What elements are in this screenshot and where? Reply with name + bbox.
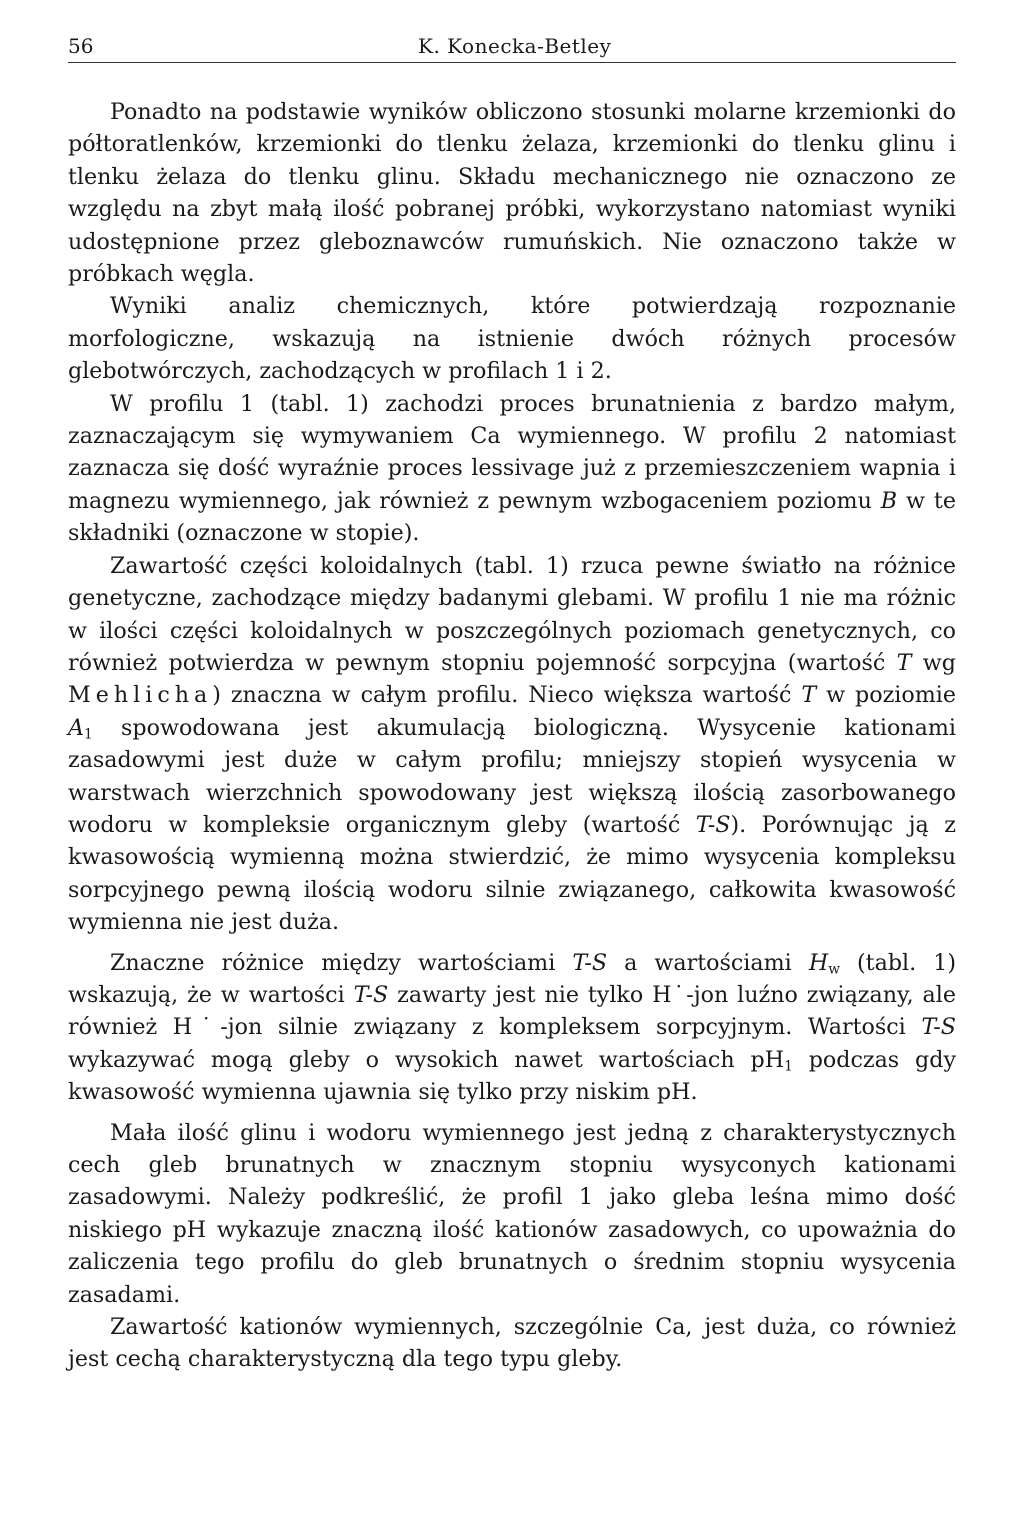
symbol-t-s: T-S <box>921 1014 956 1041</box>
article-body <box>68 96 956 1376</box>
paragraph-4-e: spowodowana jest akumulacją biologiczną. Wysycenie kationami zasadowymi jest duże w całym profilu; mniejszy stopień wysycenia w warstwach wierzchnich spowodowany jest większą ilością zasorbowanego wodoru w kompleksie organicznym gleby (wartość <box>68 714 956 838</box>
paragraph-7 <box>68 1311 956 1376</box>
paragraph-2-text: Wyniki analiz chemicznych, które potwierdzają rozpoznanie morfologiczne, wskazują na istnienie dwóch różnych procesów glebotwórczych, zachodzących w profilach 1 i 2. <box>68 293 956 385</box>
paragraph-5-d: zawarty jest nie tylko H˙-jon luźno związany, ale również H˙-jon silnie związany z kompleksem sorpcyjnym. Wartości <box>68 981 956 1041</box>
symbol-t: T <box>801 682 817 709</box>
symbol-t-s: T-S <box>353 981 389 1008</box>
paragraph-5-c: (tabl. 1) wskazują, że w wartości <box>68 949 957 1008</box>
paragraph-4 <box>68 550 956 939</box>
paragraph-7-text: Zawartość kationów wymiennych, szczególnie Ca, jest duża, co również jest cechą charakterystyczną dla tego typu gleby. <box>68 1314 956 1373</box>
paragraph-5-f: podczas gdy kwasowość wymienna ujawnia się tylko przy niskim pH. <box>68 1046 956 1106</box>
paragraph-5-e: wykazywać mogą gleby o wysokich nawet wartościach pH <box>68 1046 785 1073</box>
paragraph-5 <box>68 947 956 1109</box>
horizon-a: A <box>68 714 85 741</box>
paragraph-5-b: a wartościami <box>607 949 809 976</box>
paragraph-2 <box>68 290 956 387</box>
ph-subscript: 1 <box>784 1058 793 1075</box>
author-mehlich: Mehlicha <box>68 682 213 709</box>
symbol-t-s: T-S <box>572 949 608 976</box>
paragraph-3 <box>68 388 956 550</box>
symbol-h: H <box>808 949 829 976</box>
paragraph-3-text: W profilu 1 (tabl. 1) zachodzi proces brunatnienia z bardzo małym, zaznaczającym się wymywaniem Ca wymiennego. W profilu 2 natomiast zaznacza się dość wyraźnie proces lessivage już z przemieszczeniem wapnia i magnezu wymiennego, jak również z pewnym wzbogaceniem poziomu <box>68 390 956 514</box>
paragraph-1 <box>68 96 956 290</box>
symbol-t-s: T-S <box>695 811 731 838</box>
paragraph-3-end: w te składniki (oznaczone w stopie). <box>68 487 956 547</box>
paragraph-6 <box>68 1117 956 1311</box>
symbol-h-subscript: w <box>828 961 840 977</box>
horizon-b: B <box>880 487 898 514</box>
paragraph-5-a: Znaczne różnice między wartościami <box>110 949 573 976</box>
paragraph-6-text: Mała ilość glinu i wodoru wymiennego jest jedną z charakterystycznych cech gleb brunatnych w znacznym stopniu wysyconych kationami zasadowymi. Należy podkreślić, że profil 1 jako gleba leśna mimo dość niskiego pH wykazuje znaczną ilość kationów zasadowych, co upoważnia do zaliczenia tego profilu do gleb brunatnych o średnim stopniu wysycenia zasadami. <box>68 1119 956 1308</box>
paragraph-4-d: w poziomie <box>816 682 956 709</box>
paragraph-4-f: ). Porównując ją z kwasowością wymienną można stwierdzić, że mimo wysycenia kompleksu sorpcyjnego pewną ilością wodoru silnie związanego, całkowita kwasowość wymienna nie jest duża. <box>68 811 956 936</box>
page-header <box>68 30 956 63</box>
page-number: 56 <box>68 34 94 58</box>
paragraph-4-c: ) znaczna w całym profilu. Nieco większa wartość <box>212 682 802 709</box>
running-head: K. Konecka-Betley <box>418 34 612 58</box>
horizon-a-subscript: 1 <box>84 726 93 743</box>
paragraph-1-text: Ponadto na podstawie wyników obliczono stosunki molarne krzemionki do półtoratlenków, krzemionki do tlenku żelaza, krzemionki do tlenku glinu i tlenku żelaza do tlenku glinu. Składu mechanicznego nie oznaczono ze względu na zbyt małą ilość pobranej próbki, wykorzystano natomiast wyniki udostępnione przez gleboznawców rumuńskich. Nie oznaczono także w próbkach węgla. <box>68 99 956 288</box>
paragraph-4-b: wg <box>911 649 956 676</box>
symbol-t: T <box>896 649 912 676</box>
paragraph-4-a: Zawartość części koloidalnych (tabl. 1) rzuca pewne światło na różnice genetyczne, zachodzące między badanymi glebami. W profilu 1 nie ma różnic w ilości części koloidalnych w poszczególnych poziomach genetycznych, co również potwierdza w pewnym stopniu pojemność sorpcyjna (wartość <box>68 552 956 676</box>
